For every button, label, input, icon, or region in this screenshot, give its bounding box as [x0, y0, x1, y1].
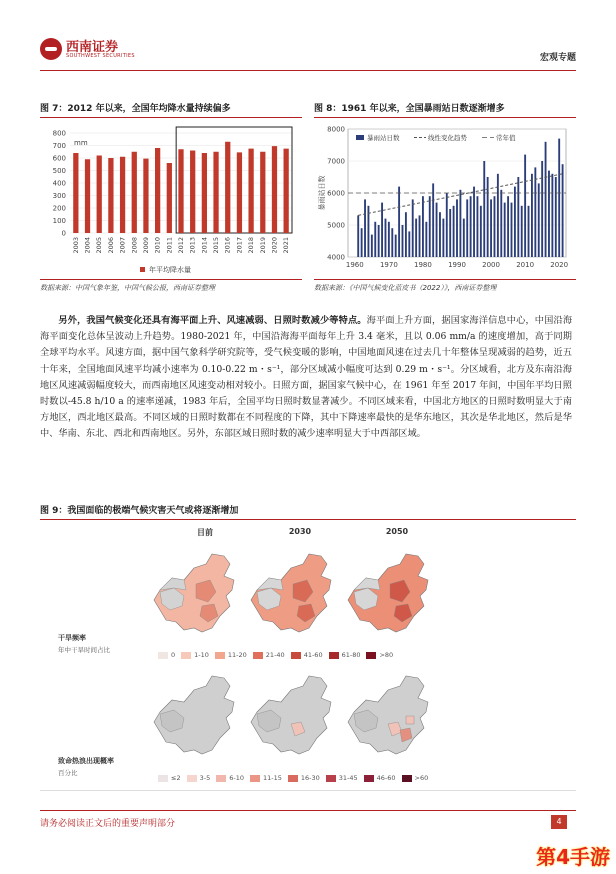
heat-legend-item	[187, 774, 211, 782]
fig7-x-tick: 2010	[153, 237, 162, 254]
fig8-bar	[463, 219, 465, 257]
fig8-bar	[415, 219, 417, 257]
fig8-bar	[558, 139, 560, 257]
heat-legend-swatch	[288, 775, 298, 782]
fig8-bar	[371, 235, 373, 257]
fig7-bar	[178, 149, 183, 233]
fig7-title-rule	[40, 117, 302, 118]
heat-legend-label: 11-15	[262, 774, 282, 782]
fig8-bar	[408, 231, 410, 257]
heat-legend-label: ≤2	[171, 774, 181, 782]
fig8-bar	[388, 222, 390, 257]
heat-legend-label: 3-5	[199, 774, 211, 782]
drought-map	[251, 554, 331, 632]
fig8-bar	[483, 161, 485, 257]
fig7-bar	[260, 152, 265, 233]
fig8-bar	[528, 206, 530, 257]
fig8-bar	[473, 187, 475, 257]
fig8-legend-trend: 线性变化趋势	[428, 134, 467, 142]
fig8-bar	[395, 235, 397, 257]
fig7-x-tick: 2008	[130, 237, 139, 254]
fig7-precip-chart	[40, 119, 302, 279]
fig7-bar	[225, 142, 230, 233]
drought-legend-item	[215, 651, 247, 659]
fig8-y-label: 暴雨站日数	[318, 175, 326, 211]
fig7-y-tick: 300	[52, 192, 66, 200]
heat-legend-item	[326, 774, 358, 782]
fig8-bar	[432, 183, 434, 257]
fig7-bar	[132, 152, 137, 233]
fig7-x-tick: 2018	[247, 237, 256, 254]
company-name: 西南证券	[66, 40, 119, 55]
fig8-bar	[442, 219, 444, 257]
watermark-logo: 第4手游	[536, 845, 610, 869]
fig7-x-tick: 2006	[106, 237, 115, 254]
drought-legend-label: 61-80	[341, 651, 361, 659]
drought-label: 干旱频率	[58, 634, 86, 642]
heat-legend-swatch	[250, 775, 260, 782]
heat-legend-swatch	[364, 775, 374, 782]
fig8-bar	[538, 183, 540, 257]
fig8-x-tick: 1970	[379, 261, 398, 269]
heat-legend-item	[216, 774, 244, 782]
fig7-y-unit: mm	[74, 139, 88, 147]
fig8-x-tick: 1990	[448, 261, 466, 269]
fig8-bar	[507, 196, 509, 257]
fig7-y-tick: 100	[52, 217, 66, 225]
fig7-y-tick: 800	[52, 129, 66, 138]
fig7-x-tick: 2007	[118, 237, 127, 254]
company-name-en: SOUTHWEST SECURITIES	[66, 53, 135, 59]
fig7-x-tick: 2013	[188, 237, 197, 254]
fig8-bar	[504, 203, 506, 257]
fig8-bar	[459, 190, 461, 257]
fig7-x-tick: 2011	[165, 237, 174, 254]
heat-legend-label: >60	[414, 774, 429, 782]
drought-legend-swatch	[291, 652, 301, 659]
fig8-bar	[551, 174, 553, 257]
fig7-y-tick: 700	[52, 142, 66, 150]
heat-sub: 百分比	[58, 769, 78, 777]
fig8-bar	[555, 177, 557, 257]
fig8-bar	[378, 225, 380, 257]
fig7-y-tick: 500	[52, 167, 66, 175]
fig9-bottom-rule	[40, 790, 576, 791]
fig8-y-tick: 7000	[327, 157, 345, 166]
fig8-title: 图 8：1961 年以来，全国暴雨站日数逐渐增多	[314, 104, 505, 114]
drought-legend-item	[181, 651, 209, 659]
fig8-bar	[425, 222, 427, 257]
fig7-legend-swatch	[140, 267, 145, 272]
fig7-bar	[167, 163, 172, 233]
fig8-legend-normal: 常年值	[496, 134, 516, 142]
drought-map	[154, 554, 234, 632]
fig8-bar	[521, 206, 523, 257]
heat-legend-swatch	[187, 775, 197, 782]
fig8-bar	[436, 203, 438, 257]
fig7-bar	[120, 157, 125, 233]
fig7-source: 数据来源：中国气象年鉴，中国气候公报，西南证券整理	[40, 284, 215, 292]
fig7-bar	[284, 149, 289, 233]
heat-label: 致命热浪出现概率	[58, 757, 114, 765]
drought-legend	[158, 642, 478, 659]
fig7-x-tick: 2020	[270, 237, 279, 254]
fig8-title-rule	[314, 117, 576, 118]
fig8-x-tick: 2020	[550, 261, 569, 269]
fig7-bar	[73, 153, 78, 233]
heat-legend-label: 6-10	[229, 774, 244, 782]
fig8-bar	[429, 196, 431, 257]
fig8-bar	[470, 196, 472, 257]
drought-legend-item	[158, 651, 175, 659]
fig8-bar	[490, 199, 492, 257]
fig8-bar	[545, 142, 547, 257]
fig8-bar	[391, 228, 393, 257]
fig7-x-tick: 2016	[223, 237, 232, 254]
heatwave-map	[154, 676, 234, 754]
drought-legend-label: 11-20	[227, 651, 247, 659]
heatwave-map	[348, 676, 428, 754]
drought-legend-swatch	[158, 652, 168, 659]
drought-legend-item	[366, 651, 393, 659]
heat-legend	[158, 765, 478, 782]
fig8-bar	[453, 206, 455, 257]
drought-legend-swatch	[366, 652, 376, 659]
fig8-bar	[548, 171, 550, 257]
fig7-bar	[248, 149, 253, 233]
fig8-y-tick: 4000	[327, 253, 345, 262]
fig8-bar	[466, 199, 468, 257]
fig8-bar	[361, 228, 363, 257]
fig7-bar	[108, 158, 113, 233]
drought-legend-label: >80	[379, 651, 394, 659]
drought-legend-swatch	[215, 652, 225, 659]
fig8-x-tick: 2010	[516, 261, 535, 269]
fig7-x-tick: 2003	[71, 237, 80, 254]
fig7-x-tick: 2021	[282, 237, 291, 254]
drought-legend-label: 21-40	[265, 651, 285, 659]
fig8-x-tick: 1980	[414, 261, 432, 269]
fig7-y-tick: 0	[61, 229, 66, 238]
fig8-y-tick: 6000	[327, 189, 345, 198]
header-divider	[40, 70, 576, 71]
fig8-bar	[477, 196, 479, 257]
footer-divider	[40, 810, 576, 811]
drought-legend-swatch	[181, 652, 191, 659]
fig7-bar	[190, 151, 195, 234]
fig8-y-tick: 8000	[327, 125, 345, 134]
heat-legend-swatch	[402, 775, 412, 782]
fig8-bar	[562, 164, 564, 257]
fig8-bar	[511, 203, 513, 257]
fig7-x-tick: 2017	[235, 237, 244, 254]
fig7-bar	[272, 146, 277, 233]
fig9-col-2050: 2050	[385, 527, 409, 536]
heat-legend-swatch	[158, 775, 168, 782]
fig8-bar	[500, 190, 502, 257]
company-logo-icon	[40, 38, 62, 60]
heat-legend-label: 16-30	[300, 774, 320, 782]
heat-legend-label: 31-45	[338, 774, 358, 782]
drought-map	[348, 554, 428, 632]
heat-legend-swatch	[216, 775, 226, 782]
fig7-bottom-rule	[40, 279, 302, 280]
fig7-x-tick: 2015	[212, 237, 221, 254]
fig7-bar	[213, 152, 218, 233]
fig8-bar	[398, 187, 400, 257]
fig9-col-now: 目前	[197, 528, 213, 537]
fig7-x-tick: 2012	[177, 237, 185, 254]
fig8-bar	[514, 187, 516, 257]
fig8-bar	[531, 174, 533, 257]
fig8-bar	[402, 225, 404, 257]
fig8-bar	[422, 196, 424, 257]
page-number: 4	[551, 815, 567, 829]
fig7-y-tick: 600	[52, 154, 66, 163]
heat-legend-item	[402, 774, 429, 782]
fig8-bar	[456, 199, 458, 257]
fig9-col-2030: 2030	[288, 527, 312, 536]
drought-legend-item	[291, 651, 323, 659]
drought-sub: 年中干旱时间占比	[58, 646, 110, 654]
heat-legend-item	[158, 774, 181, 782]
fig8-bar	[534, 167, 536, 257]
fig7-bar	[97, 156, 102, 234]
footer-disclaimer[interactable]: 请务必阅读正文后的重要声明部分	[40, 819, 176, 829]
fig8-bar	[357, 215, 359, 257]
fig7-y-tick: 400	[52, 179, 66, 188]
fig8-bar	[412, 199, 414, 257]
heat-legend-item	[364, 774, 396, 782]
fig8-rainstorm-chart	[314, 119, 576, 279]
fig8-x-tick: 2000	[482, 261, 500, 269]
fig8-bar	[419, 215, 421, 257]
fig9-title-rule	[40, 519, 576, 520]
fig8-bar	[446, 193, 448, 257]
paragraph-body: 海平面上升方面，据国家海洋信息中心，中国沿海海平面变化总体呈波动上升趋势。1980-2021 年，中国沿海海平面每年上升 3.4 毫米，且以 0.06 mm/a 的速度增加，高于同期全球平均水平。风速方面，据中国气象科学研究院等，受气候变暖的影响，中国地面风速在过去几十年整体呈现减弱的趋势，近五十年来，全国地面风速平均减小速率为 0.10-0.22 m・s⁻¹，部分区域减小幅度可达到 0.29 m・s⁻¹。分区域看，北方及东南沿海地区风速减弱幅度较大，而西南地区风速变动相对较小。日照方面，据国家气候中心，在 1961 年至 2017 年间，中国年平均日照时数以-45.8 h/10 a 的速率递减，1983 年后，全国平均日照时数显著减少。不同区域来看，中国北方地区的日照时数明显大于南方地区，西北地区最高。不同区域的日照时数都在不同程度的下降，其中下降速率最快的是华东地区，其次是华北地区，然后是华中、华南、东北、西北和西南地区。另外，东部区域日照时数的减少速率明显大于中西部区域。	[40, 315, 573, 440]
fig8-x-tick: 1960	[345, 261, 364, 269]
fig8-bar	[480, 206, 482, 257]
section-title: 宏观专题	[539, 53, 576, 63]
fig8-bar	[405, 212, 407, 257]
fig8-y-tick: 5000	[327, 221, 345, 230]
drought-legend-label: 41-60	[303, 651, 323, 659]
drought-legend-item	[329, 651, 361, 659]
fig8-bottom-rule	[314, 279, 576, 280]
fig8-bar	[541, 161, 543, 257]
heatwave-map	[251, 676, 331, 754]
fig7-bar	[202, 153, 207, 233]
fig7-legend-label: 年平均降水量	[149, 266, 191, 274]
drought-legend-swatch	[253, 652, 263, 659]
fig7-title: 图 7：2012 年以来，全国年均降水量持续偏多	[40, 104, 231, 114]
fig7-x-tick: 2014	[200, 237, 209, 254]
fig8-bar	[497, 174, 499, 257]
fig7-x-tick: 2009	[141, 237, 150, 254]
drought-legend-swatch	[329, 652, 339, 659]
fig7-bar	[143, 159, 148, 233]
body-paragraph	[40, 313, 572, 443]
fig8-bar	[381, 203, 383, 257]
fig8-bar	[494, 196, 496, 257]
drought-legend-label: 0	[171, 651, 176, 659]
fig8-legend-swatch-bars	[356, 135, 364, 140]
heat-legend-item	[288, 774, 320, 782]
heat-legend-swatch	[326, 775, 336, 782]
drought-legend-label: 1-10	[194, 651, 209, 659]
fig8-bar	[524, 155, 526, 257]
fig7-y-tick: 200	[52, 204, 66, 213]
fig8-legend-bars: 暴雨站日数	[367, 134, 400, 142]
fig8-bar	[364, 199, 366, 257]
fig8-bar	[385, 219, 387, 257]
fig7-bar	[155, 148, 160, 233]
fig8-bar	[374, 222, 376, 257]
fig8-bar	[517, 177, 519, 257]
heat-legend-label: 46-60	[376, 774, 396, 782]
drought-legend-item	[253, 651, 285, 659]
fig8-source: 数据来源：《中国气候变化蓝皮书（2022）》，西南证券整理	[314, 284, 497, 292]
fig8-bar	[449, 209, 451, 257]
fig7-bar	[85, 159, 90, 233]
fig7-x-tick: 2005	[95, 237, 104, 254]
heat-legend-item	[250, 774, 282, 782]
paragraph-lead: 另外，我国气候变化还具有海平面上升、风速减弱、日照时数减少等特点。	[58, 315, 367, 326]
fig9-title: 图 9：我国面临的极端气候灾害天气或将逐渐增加	[40, 506, 239, 516]
fig8-bar	[439, 212, 441, 257]
fig7-x-tick: 2019	[258, 237, 267, 254]
fig7-x-tick: 2004	[83, 237, 92, 254]
fig7-bar	[237, 152, 242, 233]
